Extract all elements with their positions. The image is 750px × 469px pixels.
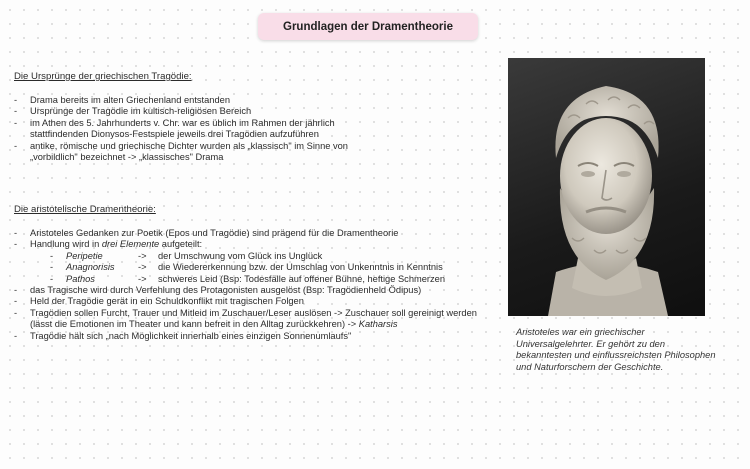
- element-definition: der Umschwung vom Glück ins Unglück: [158, 250, 323, 261]
- list-item: - Aristoteles Gedanken zur Poetik (Epos und Tragödie) sind prägend für die Dramentheorie: [14, 228, 494, 239]
- list-item: - Held der Tragödie gerät in ein Schuldkonflikt mit tragischen Folgen: [14, 296, 494, 307]
- element-pathos: [30, 274, 494, 285]
- bust-illustration: [508, 58, 705, 316]
- list-item: - Ursprünge der Tragödie im kultisch-religiösen Bereich: [14, 106, 494, 117]
- drama-elements-list: [30, 251, 494, 285]
- list-item: - im Athen des 5. Jahrhunderts v. Chr. war es üblich im Rahmen der jährlich stattfindenden Dionysos-Festspiele jeweils drei Tragödien aufzuführen: [14, 118, 494, 141]
- arrow: ->: [138, 273, 147, 284]
- element-definition: die Wiedererkennung bzw. der Umschlag von Unkenntnis in Kenntnis: [158, 262, 443, 273]
- section-heading-aristotelian: Die aristotelische Dramentheorie:: [14, 204, 156, 215]
- aristotle-bust-image: [508, 58, 705, 316]
- list-item: [14, 239, 494, 285]
- list-item: [14, 308, 494, 331]
- document-title: Grundlagen der Dramentheorie: [258, 13, 478, 40]
- origins-list: [14, 95, 494, 163]
- element-peripetie: [30, 251, 494, 262]
- aristotelian-list: [14, 228, 494, 342]
- list-item: - antike, römische und griechische Dichter wurden als „klassisch" im Sinne von „vorbildlich" bezeichnet -> „klassisches" Drama: [14, 141, 494, 164]
- element-term: - Anagnorisis: [66, 262, 115, 273]
- list-item-text: aufgeteilt:: [159, 239, 203, 250]
- list-item-text: Handlung wird in: [30, 239, 102, 250]
- element-definition: schweres Leid (Bsp: Todesfälle auf offener Bühne, heftige Schmerzen: [158, 273, 446, 284]
- arrow: ->: [138, 250, 147, 261]
- list-item: - Tragödie hält sich „nach Möglichkeit innerhalb eines einzigen Sonnenumlaufs": [14, 331, 494, 342]
- list-item-text: Tragödien sollen Furcht, Trauer und Mitleid im Zuschauer/Leser auslösen -> Zuschauer soll gereinigt werden (lässt die Emotionen im Theater und kann befreit in den Alltag zurückkehren) ->: [30, 307, 477, 330]
- list-item: - das Tragische wird durch Verfehlung des Protagonisten ausgelöst (Bsp: Tragödienheld Ödipus): [14, 285, 494, 296]
- element-term: - Pathos: [66, 273, 95, 284]
- image-caption: Aristoteles war ein griechischer Universalgelehrter. Er gehört zu den bekanntesten und einflussreichsten Philosophen und Naturforschern der Geschichte.: [516, 327, 716, 372]
- list-item: - Drama bereits im alten Griechenland entstanden: [14, 95, 494, 106]
- arrow: ->: [138, 262, 147, 273]
- section-heading-origins: Die Ursprünge der griechischen Tragödie:: [14, 71, 192, 82]
- list-item-emphasis: drei Elemente: [101, 239, 160, 250]
- element-anagnorisis: [30, 262, 494, 273]
- element-term: - Peripetie: [66, 250, 103, 261]
- list-item-emphasis: Katharsis: [358, 319, 398, 330]
